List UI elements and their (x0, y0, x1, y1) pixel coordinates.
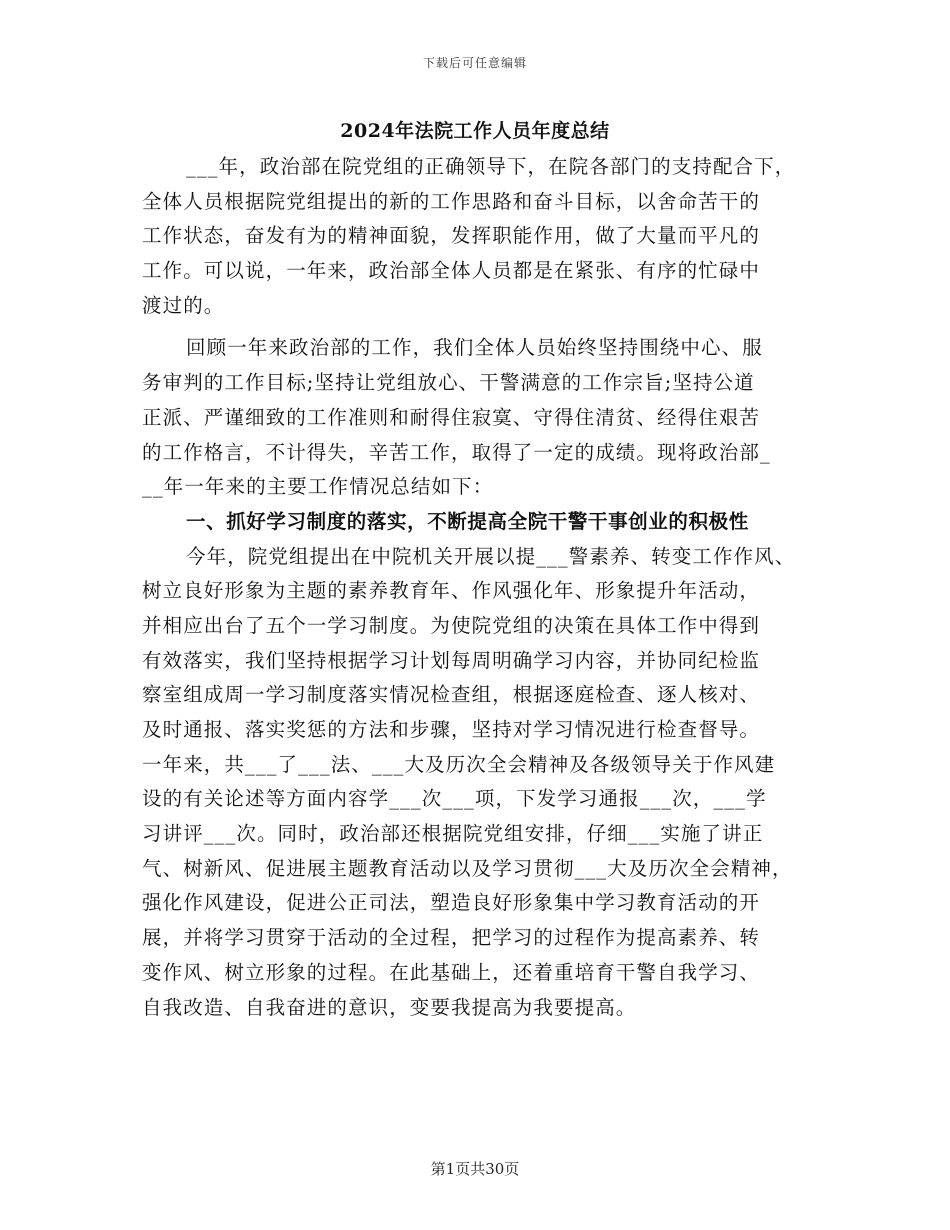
paragraph-line: 设的有关论述等方面内容学___次___项，下发学习通报___次，___学 (142, 787, 767, 811)
paragraph-line: 回顾一年来政治部的工作，我们全体人员始终坚持围绕中心、服 (186, 336, 763, 360)
paragraph-line: 有效落实，我们坚持根据学习计划每周明确学习内容，并协同纪检监 (142, 648, 761, 672)
paragraph-line: 全体人员根据院党组提出的新的工作思路和奋斗目标，以舍命苦干的 (142, 189, 761, 213)
paragraph-line: 树立良好形象为主题的素养教育年、作风强化年、形象提升年活动， (142, 579, 761, 603)
paragraph-line: 一年来，共___了___法、___大及历次全会精神及各级领导关于作风建 (142, 752, 776, 776)
page-number: 第1页共30页 (430, 1160, 520, 1178)
paragraph-line: 正派、严谨细致的工作准则和耐得住寂寞、守得住清贫、经得住艰苦 (142, 405, 761, 429)
document-title: 2024年法院工作人员年度总结 (340, 120, 610, 142)
paragraph-line: 渡过的。 (142, 293, 225, 317)
section-heading: 一、抓好学习制度的落实，不断提高全院干警干事创业的积极性 (186, 509, 749, 533)
paragraph-line: __年一年来的主要工作情况总结如下： (142, 475, 494, 499)
paragraph-line: 工作状态，奋发有为的精神面貌，发挥职能作用，做了大量而平凡的 (142, 224, 761, 248)
paragraph-line: 务审判的工作目标;坚持让党组放心、干警满意的工作宗旨;坚持公道 (142, 371, 755, 395)
paragraph-line: 察室组成周一学习制度落实情况检查组，根据逐庭检查、逐人核对、 (142, 683, 761, 707)
paragraph-line: 习讲评___次。同时，政治部还根据院党组安排，仔细___实施了讲正 (142, 822, 764, 846)
paragraph-line: 变作风、树立形象的过程。在此基础上，还着重培育干警自我学习、 (142, 960, 761, 984)
paragraph-line: ___年，政治部在院党组的正确领导下，在院各部门的支持配合下， (186, 155, 796, 178)
paragraph-line: 的工作格言，不计得失，辛苦工作，取得了一定的成绩。现将政治部_ (142, 440, 771, 464)
paragraph-line: 展，并将学习贯穿于活动的全过程，把学习的过程作为提高素养、转 (142, 926, 761, 950)
paragraph-line: 及时通报、落实奖惩的方法和步骤，坚持对学习情况进行检查督导。 (142, 718, 761, 741)
download-note: 下载后可任意编辑 (422, 56, 527, 70)
paragraph-line: 气、树新风、促进展主题教育活动以及学习贯彻___大及历次全会精神， (142, 856, 793, 880)
paragraph-line: 并相应出台了五个一学习制度。为使院党组的决策在具体工作中得到 (142, 613, 761, 637)
paragraph-line: 强化作风建设，促进公正司法，塑造良好形象集中学习教育活动的开 (142, 891, 761, 915)
document-body (142, 150, 832, 1025)
paragraph-line: 自我改造、自我奋进的意识，变要我提高为我要提高。 (142, 995, 637, 1019)
paragraph-line: 今年，院党组提出在中院机关开展以提___警素养、转变工作作风、 (186, 544, 796, 568)
paragraph-line: 工作。可以说，一年来，政治部全体人员都是在紧张、有序的忙碌中 (142, 259, 761, 283)
